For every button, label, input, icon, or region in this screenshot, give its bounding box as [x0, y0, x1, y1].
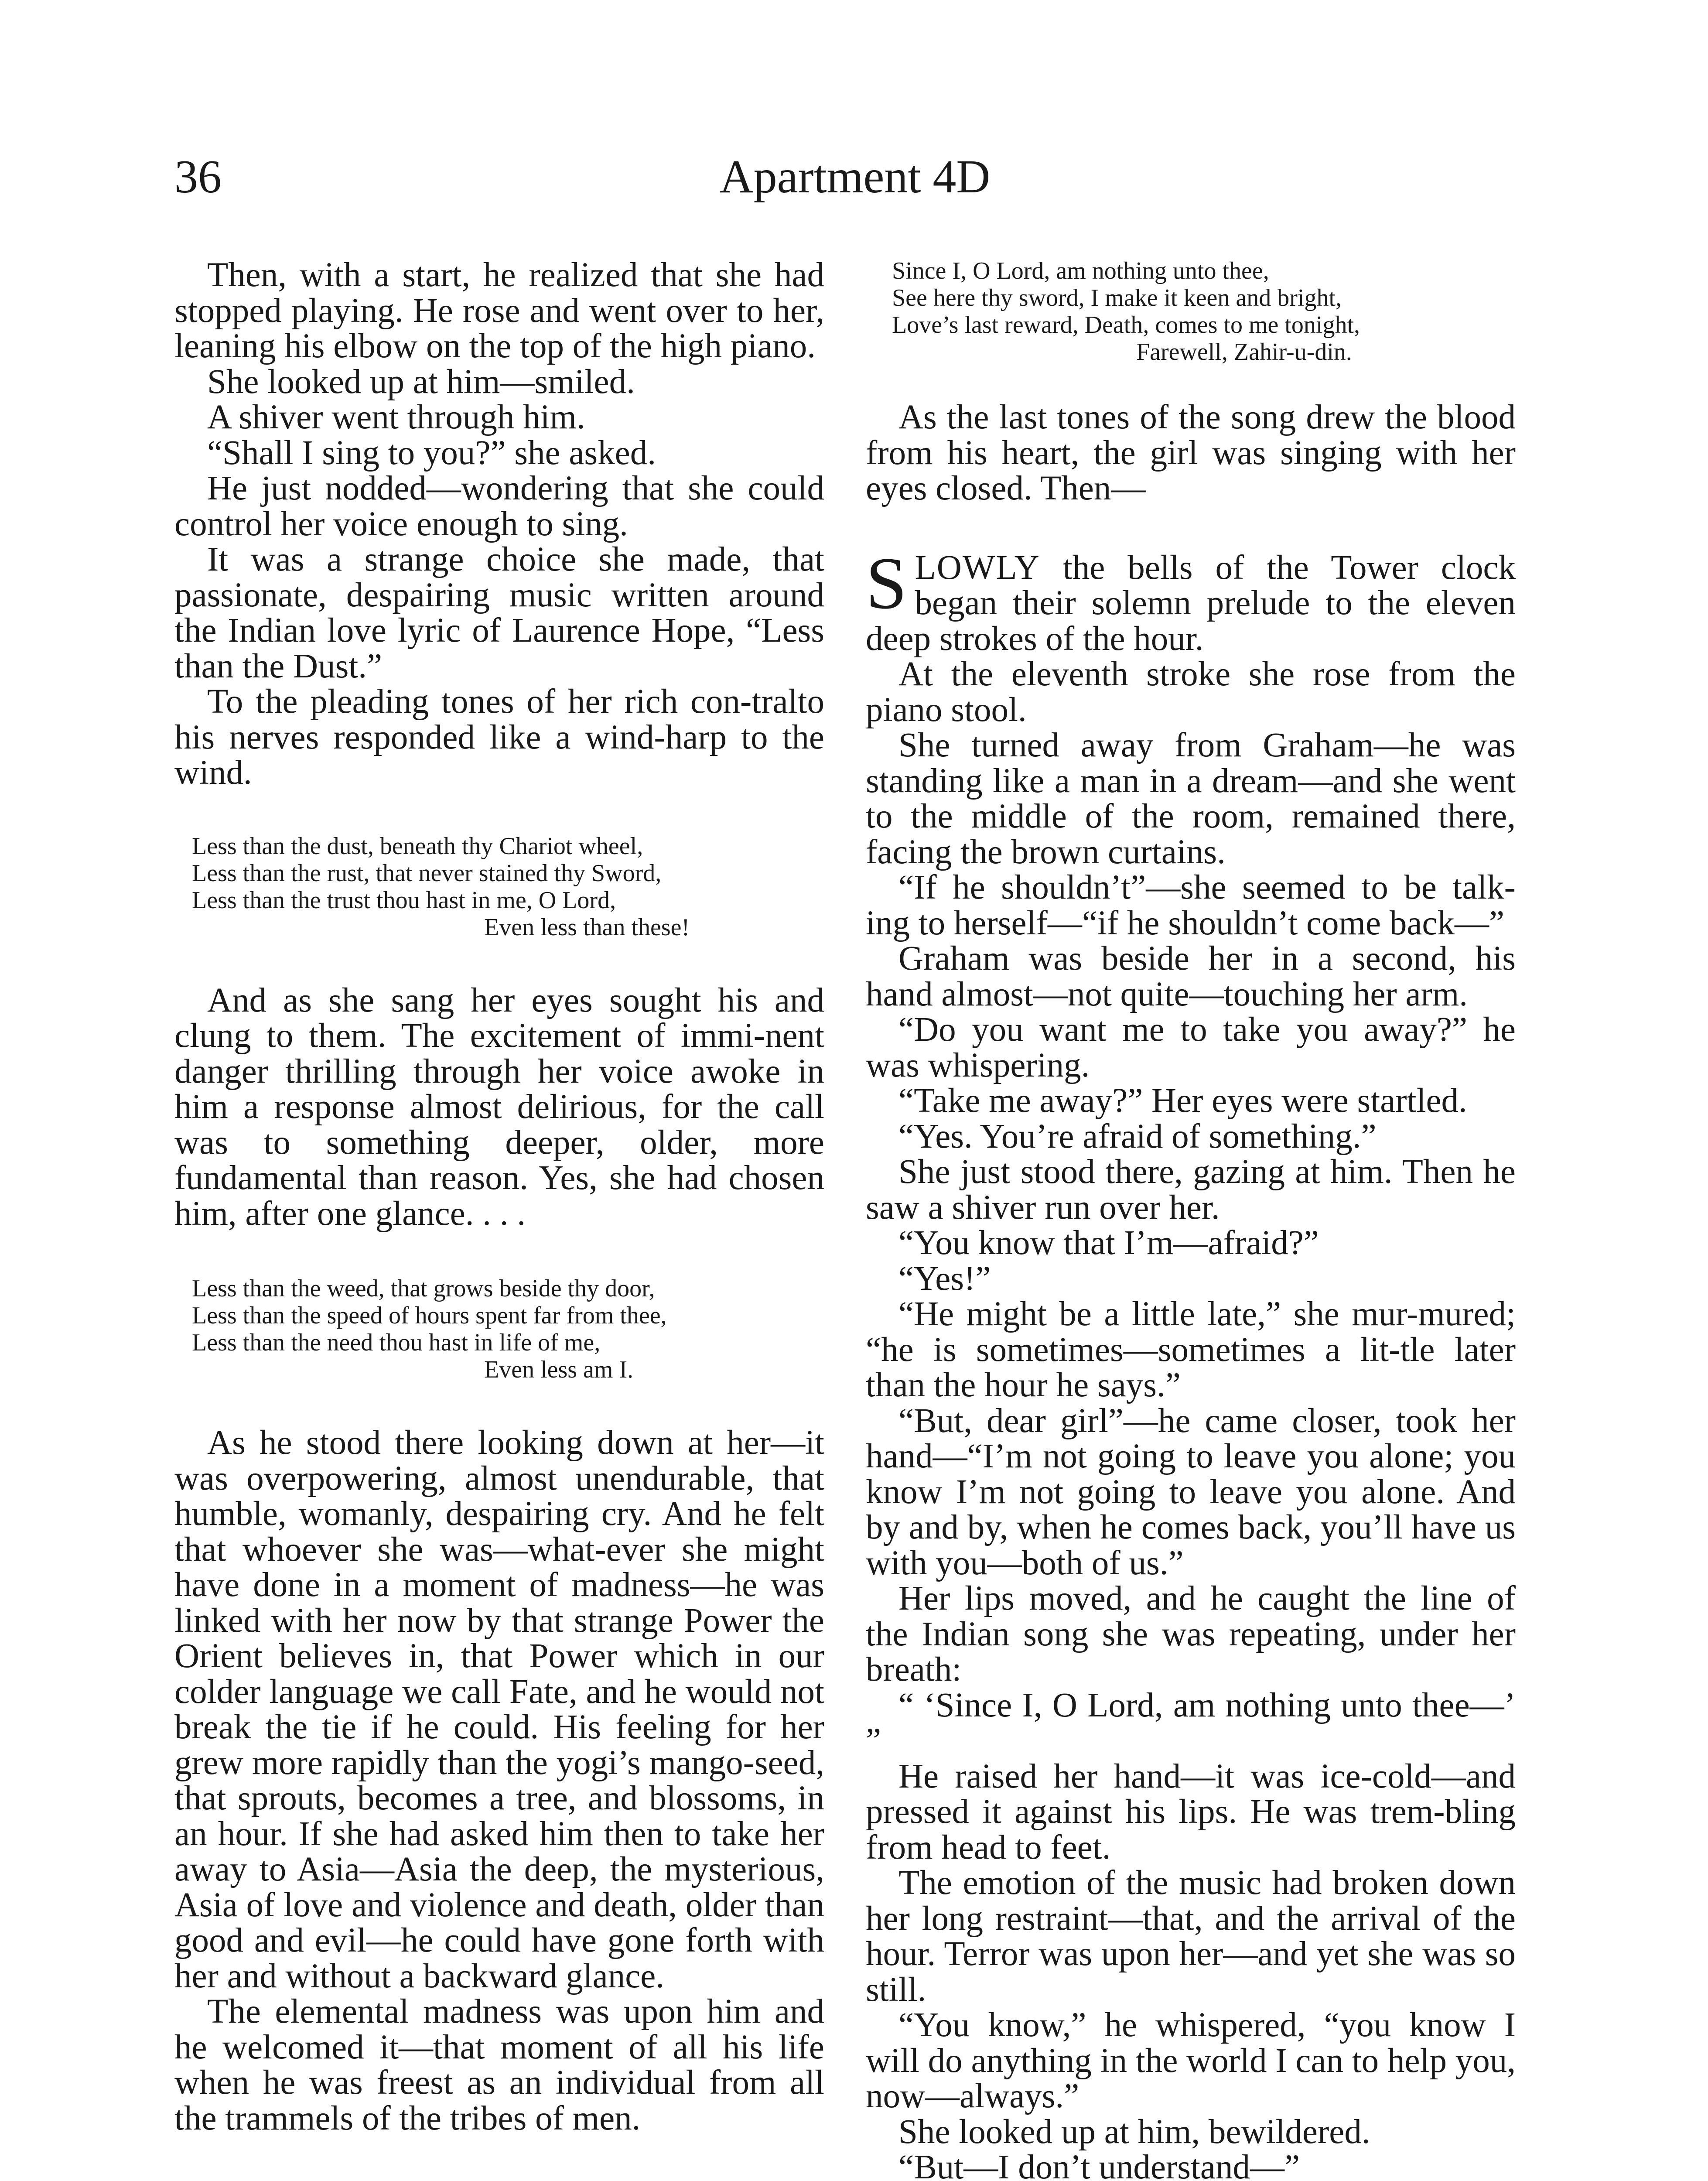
- paragraph: As he stood there looking down at her—it was overpowering, almost unendurable, that humble, womanly, despairing cry. And he felt that whoever she was—what-ever she might have done in a moment of madness—he was linked with her now by that strange Power the Orient believes in, that Power which in our colder language we call Fate, and he would not break the tie if he could. His feeling for her grew more rapidly than the yogi’s mango-seed, that sprouts, becomes a tree, and blossoms, in an hour. If she had asked him then to take her away to Asia—Asia the deep, the mysterious, Asia of love and violence and death, older than good and evil—he could have gone forth with her and without a backward glance.: [174, 1424, 824, 1995]
- verse-stanza: [174, 1275, 824, 1383]
- page-number: 36: [174, 151, 222, 203]
- paragraph: She turned away from Graham—he was standing like a man in a dream—and she went to the middle of the room, remained there, facing the brown curtains.: [866, 726, 1516, 871]
- paragraph: “But, dear girl”—he came closer, took her hand—“I’m not going to leave you alone; you know I’m not going to leave you alone. And by and by, when he comes back, you’ll have us with you—both of us.”: [866, 1402, 1516, 1582]
- paragraph: As the last tones of the song drew the blood from his heart, the girl was singing with her eyes closed. Then—: [866, 398, 1516, 507]
- paragraph: At the eleventh stroke she rose from the piano stool.: [866, 655, 1516, 729]
- verse-line: Less than the speed of hours spent far from thee,: [192, 1302, 667, 1329]
- paragraph: To the pleading tones of her rich con-tralto his nerves responded like a wind-harp to the wind.: [174, 683, 824, 792]
- paragraph: It was a strange choice she made, that passionate, despairing music written around the Indian love lyric of Laurence Hope, “Less than the Dust.”: [174, 540, 824, 685]
- verse-line: Less than the trust thou hast in me, O Lord,: [192, 886, 616, 914]
- paragraph: “Take me away?” Her eyes were startled.: [898, 1082, 1467, 1120]
- paragraph: She looked up at him—smiled.: [207, 362, 635, 401]
- left-column: [174, 257, 824, 2136]
- paragraph: And as she sang her eyes sought his and clung to them. The excitement of immi-nent danger thrilling through her voice awoke in him a response almost delirious, for the call was to something deeper, older, more fundamental than reason. Yes, she had chosen him, after one glance. . . .: [174, 981, 824, 1233]
- paragraph: The elemental madness was upon him and he welcomed it—that moment of all his life when he was freest as an individual from all the trammels of the tribes of men.: [174, 1993, 824, 2137]
- running-head: Apartment 4D: [719, 151, 991, 203]
- section-opening-paragraph: [866, 542, 1516, 658]
- verse-line: Love’s last reward, Death, comes to me tonight,: [892, 311, 1360, 338]
- verse-stanza: [866, 257, 1516, 366]
- paragraph: “He might be a little late,” she mur-mured; “he is sometimes—sometimes a lit-tle later than the hour he says.”: [866, 1295, 1516, 1404]
- lead-in-word: LOWLY: [915, 548, 1040, 587]
- paragraph-text: the bells of the Tower clock began their solemn prelude to the eleven deep strokes of the hour.: [866, 548, 1516, 658]
- paragraph: A shiver went through him.: [207, 398, 585, 436]
- paragraph: Then, with a start, he realized that she had stopped playing. He rose and went over to her, leaning his elbow on the top of the high piano.: [174, 256, 824, 365]
- paragraph: “Do you want me to take you away?” he was whispering.: [866, 1011, 1516, 1084]
- paragraph: “Yes!”: [898, 1259, 991, 1298]
- verse-line: Less than the weed, that grows beside thy door,: [192, 1275, 655, 1302]
- paragraph: “You know that I’m—afraid?”: [898, 1224, 1319, 1262]
- verse-line: Even less than these!: [484, 913, 690, 941]
- paragraph: “Yes. You’re afraid of something.”: [898, 1117, 1377, 1155]
- paragraph: He just nodded—wondering that she could control her voice enough to sing.: [174, 469, 824, 543]
- verse-line: See here thy sword, I make it keen and bright,: [892, 284, 1342, 311]
- paragraph: “Shall I sing to you?” she asked.: [207, 434, 656, 472]
- verse-line: Farewell, Zahir-u-din.: [1136, 338, 1352, 366]
- verse-line: Even less am I.: [484, 1356, 634, 1383]
- verse-line: Less than the need thou hast in life of me,: [192, 1329, 601, 1356]
- paragraph: She just stood there, gazing at him. Then he saw a shiver run over her.: [866, 1153, 1516, 1227]
- paragraph: Graham was beside her in a second, his hand almost—not quite—touching her arm.: [866, 940, 1516, 1013]
- paragraph: She looked up at him, bewildered.: [898, 2113, 1370, 2151]
- verse-line: Less than the dust, beneath thy Chariot wheel,: [192, 832, 643, 860]
- verse-stanza: [174, 833, 824, 941]
- verse-line: Since I, O Lord, am nothing unto thee,: [892, 257, 1269, 284]
- paragraph: “If he shouldn’t”—she seemed to be talk-ing to herself—“if he shouldn’t come back—”: [866, 868, 1516, 942]
- paragraph: He raised her hand—it was ice-cold—and pressed it against his lips. He was trem-bling from head to feet.: [866, 1757, 1516, 1866]
- verse-line: Less than the rust, that never stained thy Sword,: [192, 859, 662, 887]
- drop-cap: S: [866, 542, 907, 624]
- paragraph: The emotion of the music had broken down her long restraint—that, and the arrival of the hour. Terror was upon her—and yet she was so still.: [866, 1864, 1516, 2009]
- paragraph: “You know,” he whispered, “you know I will do anything in the world I can to help you, now—always.”: [866, 2006, 1516, 2115]
- paragraph: “ ‘Since I, O Lord, am nothing unto thee—’ ”: [866, 1686, 1516, 1760]
- right-column: [866, 257, 1516, 2181]
- paragraph: “But—I don’t understand—”: [898, 2148, 1300, 2181]
- paragraph: Her lips moved, and he caught the line of the Indian song she was repeating, under her breath:: [866, 1579, 1516, 1689]
